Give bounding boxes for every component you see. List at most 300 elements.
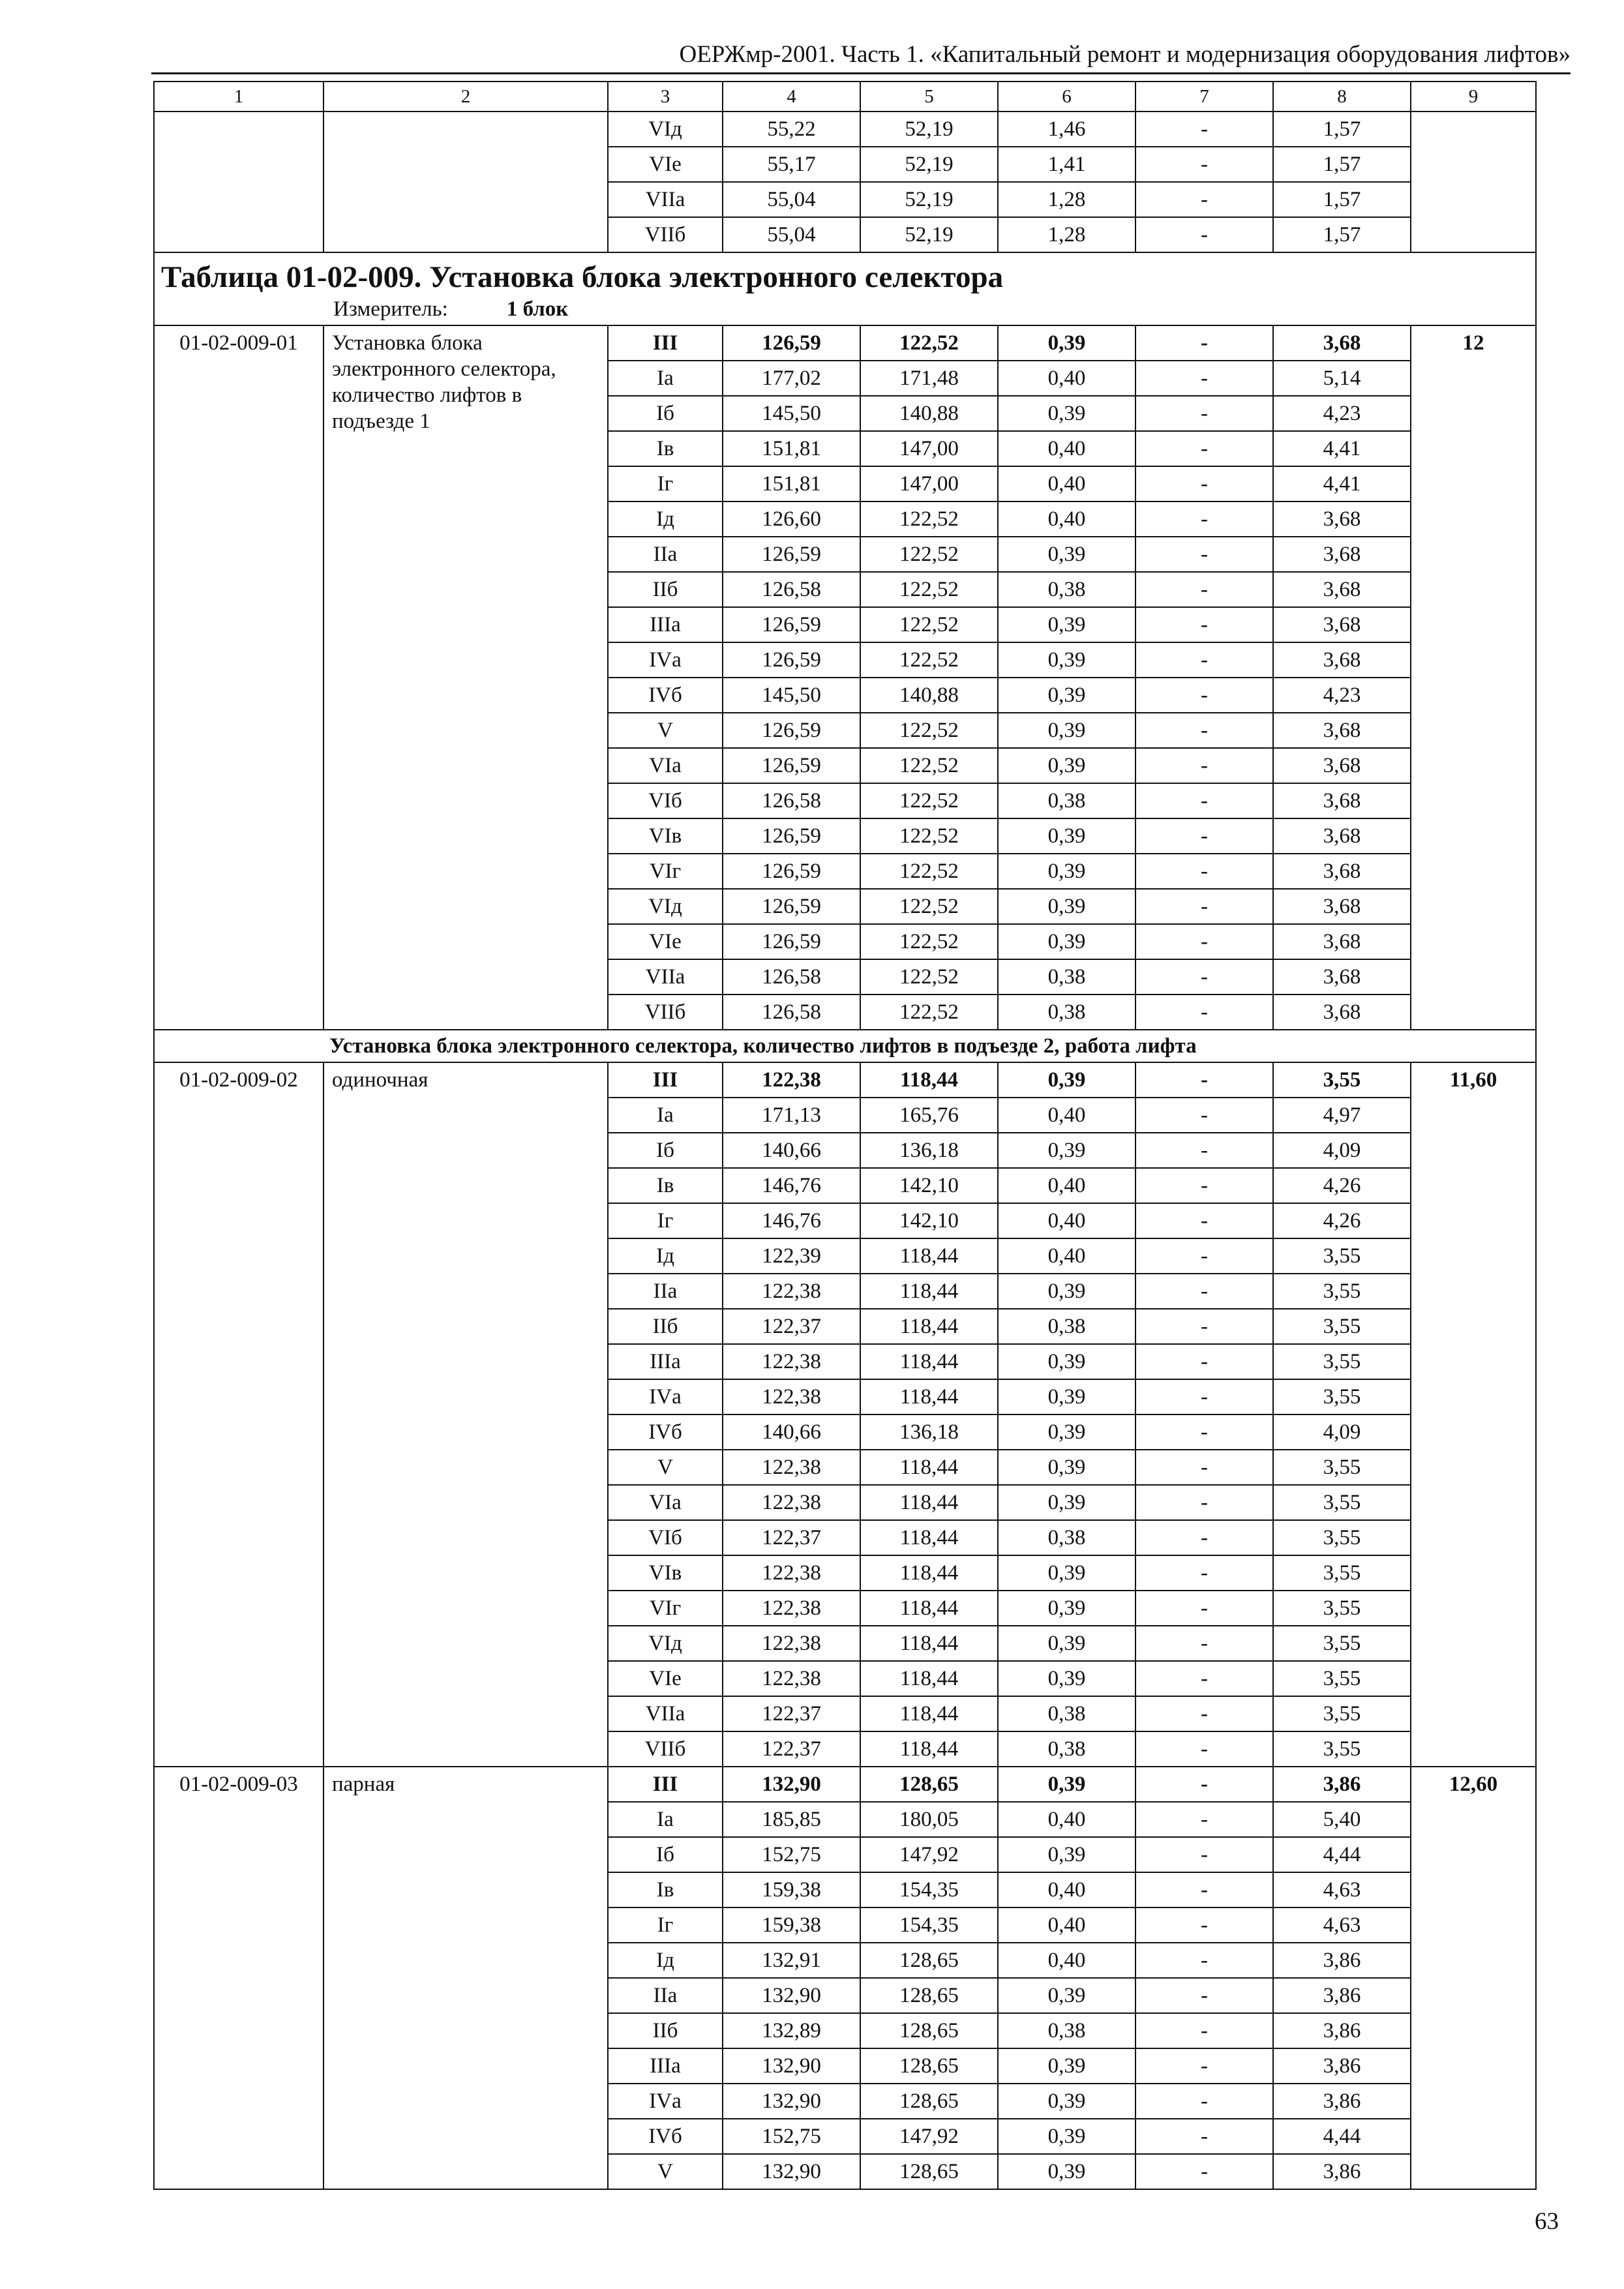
value-cell: V — [608, 713, 723, 748]
column-number: 5 — [860, 82, 998, 112]
value-cell: IVа — [608, 2084, 723, 2119]
value-cell: III — [608, 1767, 723, 1802]
value-cell: VIд — [608, 889, 723, 924]
value-cell: - — [1135, 1767, 1273, 1802]
column-number: 7 — [1135, 82, 1273, 112]
value-cell: 122,38 — [723, 1555, 860, 1591]
value-cell: 0,39 — [998, 818, 1135, 854]
value-cell: - — [1135, 1450, 1273, 1485]
table-row — [154, 1767, 1536, 1802]
value-cell: VIд — [608, 112, 723, 147]
value-cell: V — [608, 2154, 723, 2189]
value-cell: 3,68 — [1273, 959, 1411, 995]
value-cell: 52,19 — [860, 182, 998, 217]
value-cell: Iг — [608, 466, 723, 501]
measure-label: Измеритель: — [333, 297, 448, 321]
column-number: 6 — [998, 82, 1135, 112]
value-cell: - — [1135, 1098, 1273, 1133]
value-cell: Iв — [608, 431, 723, 466]
value-cell: 55,22 — [723, 112, 860, 147]
value-cell: 126,58 — [723, 995, 860, 1030]
value-cell: 140,88 — [860, 678, 998, 713]
value-cell: 3,68 — [1273, 325, 1411, 361]
value-cell: - — [1135, 1203, 1273, 1238]
value-cell: V — [608, 1450, 723, 1485]
value-cell: 1,57 — [1273, 112, 1411, 147]
value-cell: 5,14 — [1273, 361, 1411, 396]
column-number: 4 — [723, 82, 860, 112]
value-cell: 0,39 — [998, 1626, 1135, 1661]
value-cell: III — [608, 1062, 723, 1098]
value-cell: 0,39 — [998, 854, 1135, 889]
value-cell: 118,44 — [860, 1555, 998, 1591]
value-cell: 3,55 — [1273, 1379, 1411, 1414]
value-cell: - — [1135, 1908, 1273, 1943]
value-cell: 0,39 — [998, 2084, 1135, 2119]
value-cell: IIб — [608, 572, 723, 607]
value-cell: 122,52 — [860, 713, 998, 748]
value-cell: 122,39 — [723, 1238, 860, 1274]
value-cell: 4,23 — [1273, 396, 1411, 431]
value-cell: 147,92 — [860, 1837, 998, 1872]
value-cell: IVа — [608, 1379, 723, 1414]
value-cell: 132,90 — [723, 1978, 860, 2013]
value-cell: 180,05 — [860, 1802, 998, 1837]
column-number: 2 — [323, 82, 608, 112]
value-cell: - — [1135, 607, 1273, 642]
value-cell: 4,41 — [1273, 431, 1411, 466]
value-cell: 152,75 — [723, 1837, 860, 1872]
value-cell: 3,55 — [1273, 1344, 1411, 1379]
value-cell: 3,55 — [1273, 1309, 1411, 1344]
value-cell: 3,55 — [1273, 1591, 1411, 1626]
value-cell: 128,65 — [860, 1767, 998, 1802]
value-cell: IIIа — [608, 607, 723, 642]
value-cell: 52,19 — [860, 217, 998, 252]
norm-code: 01-02-009-02 — [154, 1062, 323, 1767]
value-cell: 3,68 — [1273, 924, 1411, 959]
value-cell: 0,39 — [998, 1837, 1135, 1872]
value-cell: 122,37 — [723, 1696, 860, 1731]
value-cell: 55,04 — [723, 217, 860, 252]
value-cell: 0,39 — [998, 889, 1135, 924]
value-cell: 185,85 — [723, 1802, 860, 1837]
value-cell: 126,59 — [723, 537, 860, 572]
value-cell: 3,86 — [1273, 1978, 1411, 2013]
value-cell: 0,40 — [998, 1802, 1135, 1837]
value-cell: - — [1135, 783, 1273, 818]
value-cell: - — [1135, 572, 1273, 607]
value-cell: - — [1135, 431, 1273, 466]
value-cell: 3,68 — [1273, 713, 1411, 748]
value-cell: 0,38 — [998, 1309, 1135, 1344]
value-cell: 165,76 — [860, 1098, 998, 1133]
value-cell: 154,35 — [860, 1872, 998, 1908]
value-cell: 3,55 — [1273, 1696, 1411, 1731]
value-cell: 3,68 — [1273, 995, 1411, 1030]
value-cell: 128,65 — [860, 2154, 998, 2189]
value-cell: 0,39 — [998, 748, 1135, 783]
value-cell: 0,39 — [998, 537, 1135, 572]
value-cell: 3,86 — [1273, 2013, 1411, 2048]
value-cell: 147,00 — [860, 466, 998, 501]
value-cell: 0,39 — [998, 1379, 1135, 1414]
value-cell: 3,68 — [1273, 748, 1411, 783]
value-cell: IIа — [608, 1274, 723, 1309]
value-cell: - — [1135, 396, 1273, 431]
value-cell: 132,89 — [723, 2013, 860, 2048]
value-cell: 151,81 — [723, 466, 860, 501]
value-cell: VIIа — [608, 1696, 723, 1731]
value-cell: 122,38 — [723, 1379, 860, 1414]
value-cell: Iв — [608, 1872, 723, 1908]
value-cell: 3,68 — [1273, 501, 1411, 537]
table-title: Таблица 01-02-009. Установка блока электронного селектора — [161, 260, 1004, 294]
value-cell: - — [1135, 1696, 1273, 1731]
value-cell: 146,76 — [723, 1168, 860, 1203]
value-cell: IIа — [608, 1978, 723, 2013]
value-cell: IIа — [608, 537, 723, 572]
value-cell: 118,44 — [860, 1062, 998, 1098]
value-cell: - — [1135, 1379, 1273, 1414]
value-cell: 147,00 — [860, 431, 998, 466]
value-cell: 52,19 — [860, 147, 998, 182]
value-cell: 126,59 — [723, 325, 860, 361]
norms-table — [153, 81, 1537, 2190]
value-cell: Iв — [608, 1168, 723, 1203]
value-cell: Iб — [608, 396, 723, 431]
value-cell: VIв — [608, 1555, 723, 1591]
value-cell: - — [1135, 1731, 1273, 1767]
value-cell: 0,39 — [998, 1485, 1135, 1520]
value-cell: 3,68 — [1273, 607, 1411, 642]
value-cell: 0,38 — [998, 995, 1135, 1030]
value-cell: 118,44 — [860, 1238, 998, 1274]
header-rule — [151, 72, 1571, 74]
value-cell: 0,40 — [998, 1203, 1135, 1238]
value-cell: - — [1135, 1872, 1273, 1908]
value-cell: 122,38 — [723, 1450, 860, 1485]
value-cell: 3,55 — [1273, 1731, 1411, 1767]
value-cell: 126,59 — [723, 854, 860, 889]
value-cell: - — [1135, 2119, 1273, 2154]
value-cell: - — [1135, 889, 1273, 924]
value-cell: - — [1135, 995, 1273, 1030]
value-cell: IIIа — [608, 2048, 723, 2084]
value-cell: 1,46 — [998, 112, 1135, 147]
value-cell: 136,18 — [860, 1414, 998, 1450]
value-cell: 4,63 — [1273, 1908, 1411, 1943]
measure-value: 1 блок — [506, 297, 569, 321]
measure-line — [161, 296, 1529, 322]
value-cell: 0,38 — [998, 2013, 1135, 2048]
value-cell: 118,44 — [860, 1520, 998, 1555]
value-cell: 126,58 — [723, 572, 860, 607]
value-cell: 3,68 — [1273, 889, 1411, 924]
value-cell: 0,40 — [998, 1098, 1135, 1133]
value-cell: 4,26 — [1273, 1203, 1411, 1238]
value-cell: - — [1135, 642, 1273, 678]
value-cell: 0,38 — [998, 783, 1135, 818]
norm-name: Установка блока электронного селектора, количество лифтов в подъезде 1 — [323, 325, 608, 1030]
value-cell: VIд — [608, 1626, 723, 1661]
norm-total: 11,60 — [1411, 1062, 1536, 1767]
value-cell: - — [1135, 361, 1273, 396]
section-subheading: Установка блока электронного селектора, количество лифтов в подъезде 2, работа лифта — [154, 1030, 1536, 1062]
value-cell: - — [1135, 2048, 1273, 2084]
value-cell: 128,65 — [860, 2013, 998, 2048]
value-cell: 126,59 — [723, 748, 860, 783]
value-cell: IIIа — [608, 1344, 723, 1379]
value-cell: 0,39 — [998, 1344, 1135, 1379]
total-cell — [1411, 112, 1536, 252]
value-cell: 3,86 — [1273, 1943, 1411, 1978]
table-title-cell — [154, 252, 1536, 325]
value-cell: 0,39 — [998, 396, 1135, 431]
value-cell: Iа — [608, 1098, 723, 1133]
value-cell: 1,57 — [1273, 147, 1411, 182]
table-title-row — [154, 252, 1536, 325]
value-cell: 0,40 — [998, 1168, 1135, 1203]
value-cell: 177,02 — [723, 361, 860, 396]
value-cell: - — [1135, 501, 1273, 537]
value-cell: VIIб — [608, 995, 723, 1030]
value-cell: VIIа — [608, 959, 723, 995]
value-cell: 122,52 — [860, 501, 998, 537]
value-cell: - — [1135, 182, 1273, 217]
value-cell: 0,39 — [998, 924, 1135, 959]
value-cell: 4,26 — [1273, 1168, 1411, 1203]
value-cell: - — [1135, 1520, 1273, 1555]
value-cell: VIе — [608, 924, 723, 959]
value-cell: - — [1135, 1837, 1273, 1872]
value-cell: 0,40 — [998, 1238, 1135, 1274]
value-cell: - — [1135, 1133, 1273, 1168]
value-cell: 159,38 — [723, 1872, 860, 1908]
norms-table-body — [154, 82, 1536, 2189]
norm-total: 12,60 — [1411, 1767, 1536, 2189]
value-cell: 142,10 — [860, 1203, 998, 1238]
value-cell: VIIб — [608, 217, 723, 252]
value-cell: Iб — [608, 1837, 723, 1872]
table-row — [154, 1062, 1536, 1098]
value-cell: 126,59 — [723, 924, 860, 959]
value-cell: 3,68 — [1273, 854, 1411, 889]
value-cell: IIб — [608, 1309, 723, 1344]
value-cell: - — [1135, 537, 1273, 572]
value-cell: 126,59 — [723, 889, 860, 924]
value-cell: 122,52 — [860, 959, 998, 995]
value-cell: - — [1135, 1238, 1273, 1274]
value-cell: 0,40 — [998, 431, 1135, 466]
value-cell: Iб — [608, 1133, 723, 1168]
value-cell: 0,39 — [998, 325, 1135, 361]
value-cell: 4,09 — [1273, 1414, 1411, 1450]
value-cell: 145,50 — [723, 396, 860, 431]
value-cell: 0,40 — [998, 1943, 1135, 1978]
norm-name: парная — [323, 1767, 608, 2189]
column-number: 8 — [1273, 82, 1411, 112]
value-cell: 4,09 — [1273, 1133, 1411, 1168]
value-cell: - — [1135, 959, 1273, 995]
value-cell: - — [1135, 1661, 1273, 1696]
value-cell: VIг — [608, 854, 723, 889]
value-cell: 3,68 — [1273, 642, 1411, 678]
value-cell: 122,52 — [860, 325, 998, 361]
value-cell: IVб — [608, 1414, 723, 1450]
value-cell: 3,86 — [1273, 2084, 1411, 2119]
value-cell: 122,52 — [860, 889, 998, 924]
value-cell: 0,40 — [998, 1872, 1135, 1908]
value-cell: - — [1135, 1062, 1273, 1098]
value-cell: 3,55 — [1273, 1520, 1411, 1555]
code-cell — [154, 112, 323, 252]
value-cell: 3,68 — [1273, 818, 1411, 854]
value-cell: - — [1135, 748, 1273, 783]
column-number-row — [154, 82, 1536, 112]
norm-total: 12 — [1411, 325, 1536, 1030]
value-cell: III — [608, 325, 723, 361]
value-cell: - — [1135, 147, 1273, 182]
value-cell: 3,55 — [1273, 1626, 1411, 1661]
value-cell: 0,39 — [998, 607, 1135, 642]
value-cell: 0,39 — [998, 1661, 1135, 1696]
table-row — [154, 112, 1536, 147]
value-cell: 0,39 — [998, 642, 1135, 678]
value-cell: 122,52 — [860, 995, 998, 1030]
value-cell: 132,90 — [723, 1767, 860, 1802]
value-cell: 0,38 — [998, 959, 1135, 995]
value-cell: 136,18 — [860, 1133, 998, 1168]
value-cell: 147,92 — [860, 2119, 998, 2154]
value-cell: 128,65 — [860, 2084, 998, 2119]
value-cell: 0,39 — [998, 1591, 1135, 1626]
value-cell: Iд — [608, 1943, 723, 1978]
value-cell: 3,55 — [1273, 1450, 1411, 1485]
value-cell: 4,97 — [1273, 1098, 1411, 1133]
value-cell: - — [1135, 1309, 1273, 1344]
value-cell: - — [1135, 713, 1273, 748]
value-cell: - — [1135, 924, 1273, 959]
value-cell: 3,55 — [1273, 1555, 1411, 1591]
value-cell: 3,55 — [1273, 1661, 1411, 1696]
value-cell: 126,58 — [723, 959, 860, 995]
value-cell: 142,10 — [860, 1168, 998, 1203]
value-cell: 3,86 — [1273, 2048, 1411, 2084]
value-cell: 1,41 — [998, 147, 1135, 182]
value-cell: VIе — [608, 1661, 723, 1696]
value-cell: 126,59 — [723, 642, 860, 678]
value-cell: 4,23 — [1273, 678, 1411, 713]
value-cell: 0,40 — [998, 466, 1135, 501]
value-cell: 0,39 — [998, 2154, 1135, 2189]
value-cell: 140,66 — [723, 1414, 860, 1450]
value-cell: VIа — [608, 1485, 723, 1520]
value-cell: 0,39 — [998, 1133, 1135, 1168]
value-cell: 1,57 — [1273, 217, 1411, 252]
column-number: 9 — [1411, 82, 1536, 112]
value-cell: - — [1135, 854, 1273, 889]
value-cell: Iа — [608, 361, 723, 396]
value-cell: 3,55 — [1273, 1062, 1411, 1098]
value-cell: 122,52 — [860, 607, 998, 642]
value-cell: VIб — [608, 783, 723, 818]
value-cell: 122,52 — [860, 537, 998, 572]
value-cell: - — [1135, 466, 1273, 501]
value-cell: - — [1135, 112, 1273, 147]
value-cell: 118,44 — [860, 1696, 998, 1731]
value-cell: - — [1135, 1344, 1273, 1379]
norm-code: 01-02-009-03 — [154, 1767, 323, 2189]
value-cell: Iг — [608, 1908, 723, 1943]
value-cell: 1,28 — [998, 182, 1135, 217]
value-cell: 126,58 — [723, 783, 860, 818]
value-cell: 122,52 — [860, 854, 998, 889]
running-header: ОЕРЖмр-2001. Часть 1. «Капитальный ремонт и модернизация оборудования лифтов» — [679, 41, 1571, 68]
value-cell: 0,38 — [998, 1696, 1135, 1731]
value-cell: 3,86 — [1273, 2154, 1411, 2189]
value-cell: Iг — [608, 1203, 723, 1238]
value-cell: 126,59 — [723, 713, 860, 748]
value-cell: VIб — [608, 1520, 723, 1555]
value-cell: 122,37 — [723, 1520, 860, 1555]
value-cell: 128,65 — [860, 2048, 998, 2084]
value-cell: 0,39 — [998, 2048, 1135, 2084]
value-cell: 3,68 — [1273, 572, 1411, 607]
value-cell: VIг — [608, 1591, 723, 1626]
value-cell: - — [1135, 678, 1273, 713]
value-cell: 3,55 — [1273, 1485, 1411, 1520]
value-cell: IVб — [608, 678, 723, 713]
value-cell: - — [1135, 1485, 1273, 1520]
value-cell: 126,59 — [723, 818, 860, 854]
value-cell: - — [1135, 1591, 1273, 1626]
value-cell: 132,90 — [723, 2084, 860, 2119]
value-cell: VIIа — [608, 182, 723, 217]
column-number: 1 — [154, 82, 323, 112]
value-cell: 146,76 — [723, 1203, 860, 1238]
value-cell: 3,86 — [1273, 1767, 1411, 1802]
value-cell: 132,90 — [723, 2048, 860, 2084]
value-cell: 159,38 — [723, 1908, 860, 1943]
value-cell: 154,35 — [860, 1908, 998, 1943]
value-cell: 152,75 — [723, 2119, 860, 2154]
value-cell: 118,44 — [860, 1626, 998, 1661]
value-cell: 118,44 — [860, 1309, 998, 1344]
value-cell: 0,39 — [998, 1767, 1135, 1802]
value-cell: 0,39 — [998, 1978, 1135, 2013]
value-cell: 0,39 — [998, 1062, 1135, 1098]
norm-name: одиночная — [323, 1062, 608, 1767]
value-cell: - — [1135, 2154, 1273, 2189]
value-cell: 0,38 — [998, 1731, 1135, 1767]
value-cell: 3,68 — [1273, 783, 1411, 818]
value-cell: 126,60 — [723, 501, 860, 537]
value-cell: 0,38 — [998, 572, 1135, 607]
value-cell: 118,44 — [860, 1591, 998, 1626]
value-cell: 122,52 — [860, 924, 998, 959]
value-cell: 118,44 — [860, 1485, 998, 1520]
value-cell: - — [1135, 2084, 1273, 2119]
value-cell: 128,65 — [860, 1978, 998, 2013]
value-cell: 0,40 — [998, 361, 1135, 396]
value-cell: 0,39 — [998, 713, 1135, 748]
value-cell: 122,52 — [860, 818, 998, 854]
value-cell: 0,40 — [998, 1908, 1135, 1943]
value-cell: 126,59 — [723, 607, 860, 642]
value-cell: 3,55 — [1273, 1238, 1411, 1274]
value-cell: 0,38 — [998, 1520, 1135, 1555]
